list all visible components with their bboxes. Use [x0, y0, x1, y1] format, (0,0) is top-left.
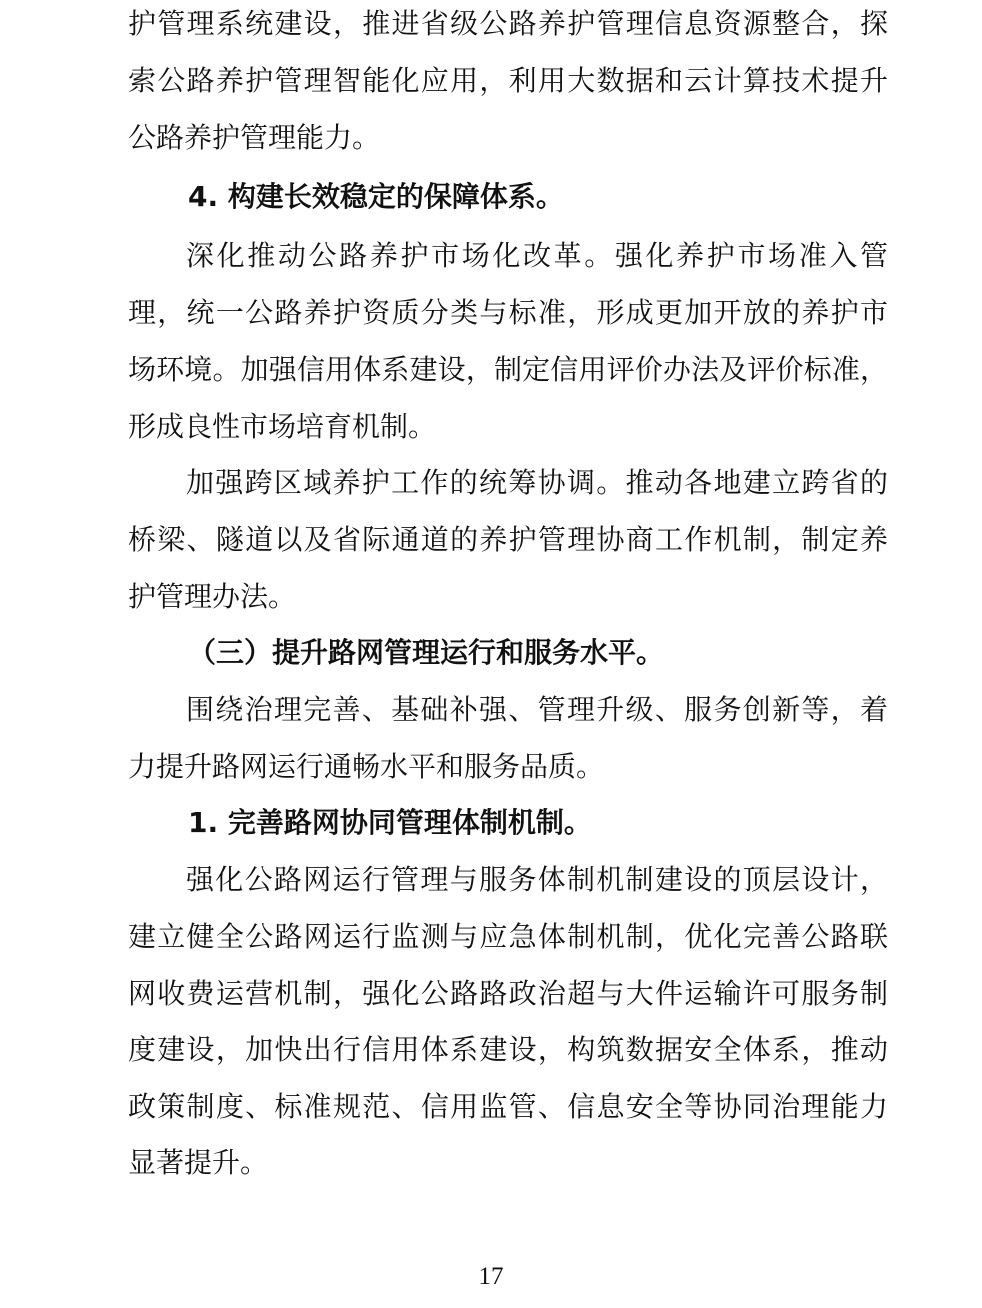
body-text-line: 索公路养护管理智能化应用，利用大数据和云计算技术提升 — [128, 64, 888, 97]
body-text-line: 形成良性市场培育机制。 — [128, 410, 437, 443]
body-text-line: 桥梁、隧道以及省际通道的养护管理协商工作机制，制定养 — [128, 523, 888, 556]
body-text-line: 护管理办法。 — [128, 580, 297, 613]
section-heading: 4. 构建长效稳定的保障体系。 — [188, 180, 564, 213]
body-text-line: 度建设，加快出行信用体系建设，构筑数据安全体系，推动 — [128, 1033, 888, 1066]
page-number: 17 — [478, 1263, 504, 1290]
body-text-line: 政策制度、标准规范、信用监管、信息安全等协同治理能力 — [128, 1090, 888, 1123]
section-heading: 1. 完善路网协同管理体制机制。 — [188, 806, 592, 839]
body-text-line: 力提升路网运行通畅水平和服务品质。 — [128, 750, 605, 783]
body-text-line: 加强跨区域养护工作的统筹协调。推动各地建立跨省的 — [186, 466, 888, 499]
section-heading: （三）提升路网管理运行和服务水平。 — [188, 636, 665, 669]
body-text-line: 场环境。加强信用体系建设，制定信用评价办法及评价标准， — [128, 353, 888, 386]
body-text-line: 护管理系统建设，推进省级公路养护管理信息资源整合，探 — [128, 7, 888, 40]
body-text-line: 强化公路网运行管理与服务体制机制建设的顶层设计， — [186, 863, 888, 896]
body-text-line: 显著提升。 — [128, 1146, 269, 1179]
body-text-line: 网收费运营机制，强化公路路政治超与大件运输许可服务制 — [128, 977, 888, 1010]
body-text-line: 深化推动公路养护市场化改革。强化养护市场准入管 — [186, 239, 888, 272]
body-text-line: 围绕治理完善、基础补强、管理升级、服务创新等，着 — [186, 693, 888, 726]
body-text-line: 公路养护管理能力。 — [128, 121, 381, 154]
body-text-line: 理，统一公路养护资质分类与标准，形成更加开放的养护市 — [128, 296, 888, 329]
body-text-line: 建立健全公路网运行监测与应急体制机制，优化完善公路联 — [128, 920, 888, 953]
